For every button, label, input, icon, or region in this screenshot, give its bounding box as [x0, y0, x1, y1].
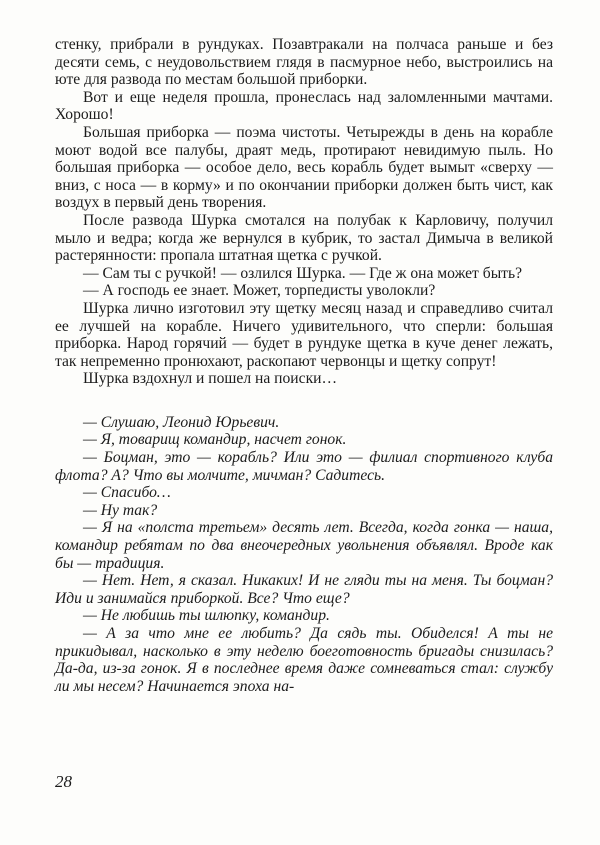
dialogue-section	[55, 414, 553, 696]
dialogue-line: — А за что мне ее любить? Да сядь ты. Обиделся! А ты не прикидывал, насколько в эту неделю боеготовность бригады снизилась? Да-да, из-за гонок. Я в последнее время даже сомневаться стал: службу ли мы несем? Начинается эпоха на-	[55, 625, 553, 695]
dialogue-line: — Нет. Нет, я сказал. Никаких! И не гляди ты на меня. Ты боцман? Иди и занимайся приборкой. Все? Что еще?	[55, 572, 553, 607]
paragraph: Шурка лично изготовил эту щетку месяц назад и справедливо считал ее лучшей на корабле. Ничего удивительного, что сперли: большая приборка. Народ горячий — будет в рундуке щетка в куче денег лежать, так непременно пронюхают, раскопают червонцы и щетку сопрут!	[55, 299, 553, 370]
paragraph: стенку, прибрали в рундуках. Позавтракали на полчаса раньше и без десяти семь, с неудовольствием глядя в пасмурное небо, выстроились на юте для развода по местам большой приборки.	[55, 36, 553, 89]
paragraph: После развода Шурка смотался на полубак к Карловичу, получил мыло и ведра; когда же вернулся в кубрик, то застал Димыча в великой растерянности: пропала штатная щетка с ручкой.	[55, 211, 553, 265]
dialogue-line: — Не любишь ты шлюпку, командир.	[83, 607, 330, 625]
dialogue-line: — Спасибо…	[83, 484, 171, 502]
dialogue-line: — Я на «полста третьем» десять лет. Всегда, когда гонка — наша, командир ребятам по два внеочередных увольнения объявлял. Вроде как бы — традиция.	[55, 519, 553, 572]
paragraph: — А господь ее знает. Может, торпедисты уволокли?	[83, 282, 436, 300]
dialogue-line: — Ну так?	[83, 501, 158, 519]
dialogue-line: — Боцман, это — корабль? Или это — филиал спортивного клуба флота? А? Что вы молчите, мичман? Садитесь.	[55, 449, 553, 484]
paragraph: — Сам ты с ручкой! — озлился Шурка. — Где ж она может быть?	[83, 264, 523, 282]
paragraph: Вот и еще неделя прошла, пронеслась над заломленными мачтами. Хорошо!	[55, 88, 553, 124]
page-number: 28	[55, 772, 72, 791]
dialogue-line: — Я, товарищ командир, насчет гонок.	[83, 431, 347, 449]
dialogue-line: — Слушаю, Леонид Юрьевич.	[83, 413, 280, 431]
page-text	[55, 36, 553, 695]
section-break	[55, 388, 553, 414]
paragraph: Большая приборка — поэма чистоты. Четырежды в день на корабле моют водой все палубы, драят медь, протирают невидимую пыль. Но большая приборка — особое дело, весь корабль будет вымыт «сверху — вниз, с носа — в корму» и по окончании приборки должен быть чист, как воздух в первый день творения.	[55, 123, 553, 212]
paragraph: Шурка вздохнул и пошел на поиски…	[83, 370, 338, 388]
